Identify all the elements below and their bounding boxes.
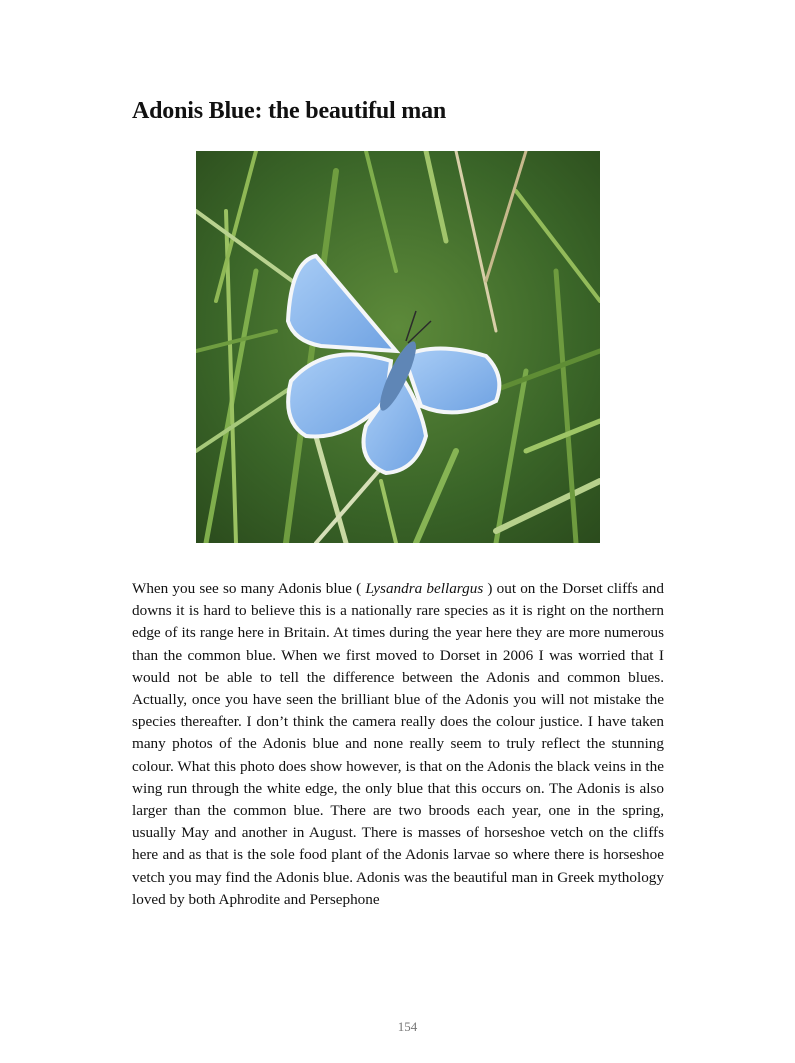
paragraph-part-1: When you see so many Adonis blue ( (132, 580, 366, 597)
body-paragraph (132, 578, 664, 911)
butterfly-photo (196, 151, 600, 543)
species-name: Lysandra bellargus (365, 580, 484, 597)
paragraph-part-2: ) out on the Dorset cliffs and downs it is hard to believe this is a nationally rare species as it is right on the northern edge of its range here in Britain. At times during the year here they are more numerous than the common blue. When we first moved to Dorset in 2006 I was worried that I would not be able to tell the difference between the Adonis and common blues. Actually, once you have seen the brilliant blue of the Adonis you will not mistake the species thereafter. I don’t think the camera really does the colour justice. I have taken many photos of the Adonis blue and none really seem to truly reflect the stunning colour. What this photo does show however, is that on the Adonis the black veins in the wing run through the white edge, the only blue that this occurs on. The Adonis is also larger than the common blue. There are two broods each year, one in the spring, usually May and another in August. There is masses of horseshoe vetch on the cliffs here and as that is the sole food plant of the Adonis larvae so where there is horseshoe vetch you may find the Adonis blue. Adonis was the beautiful man in Greek mythology loved by both Aphrodite and Persephone (132, 580, 664, 908)
page-title: Adonis Blue: the beautiful man (132, 98, 447, 124)
page-number: 154 (397, 1019, 418, 1034)
